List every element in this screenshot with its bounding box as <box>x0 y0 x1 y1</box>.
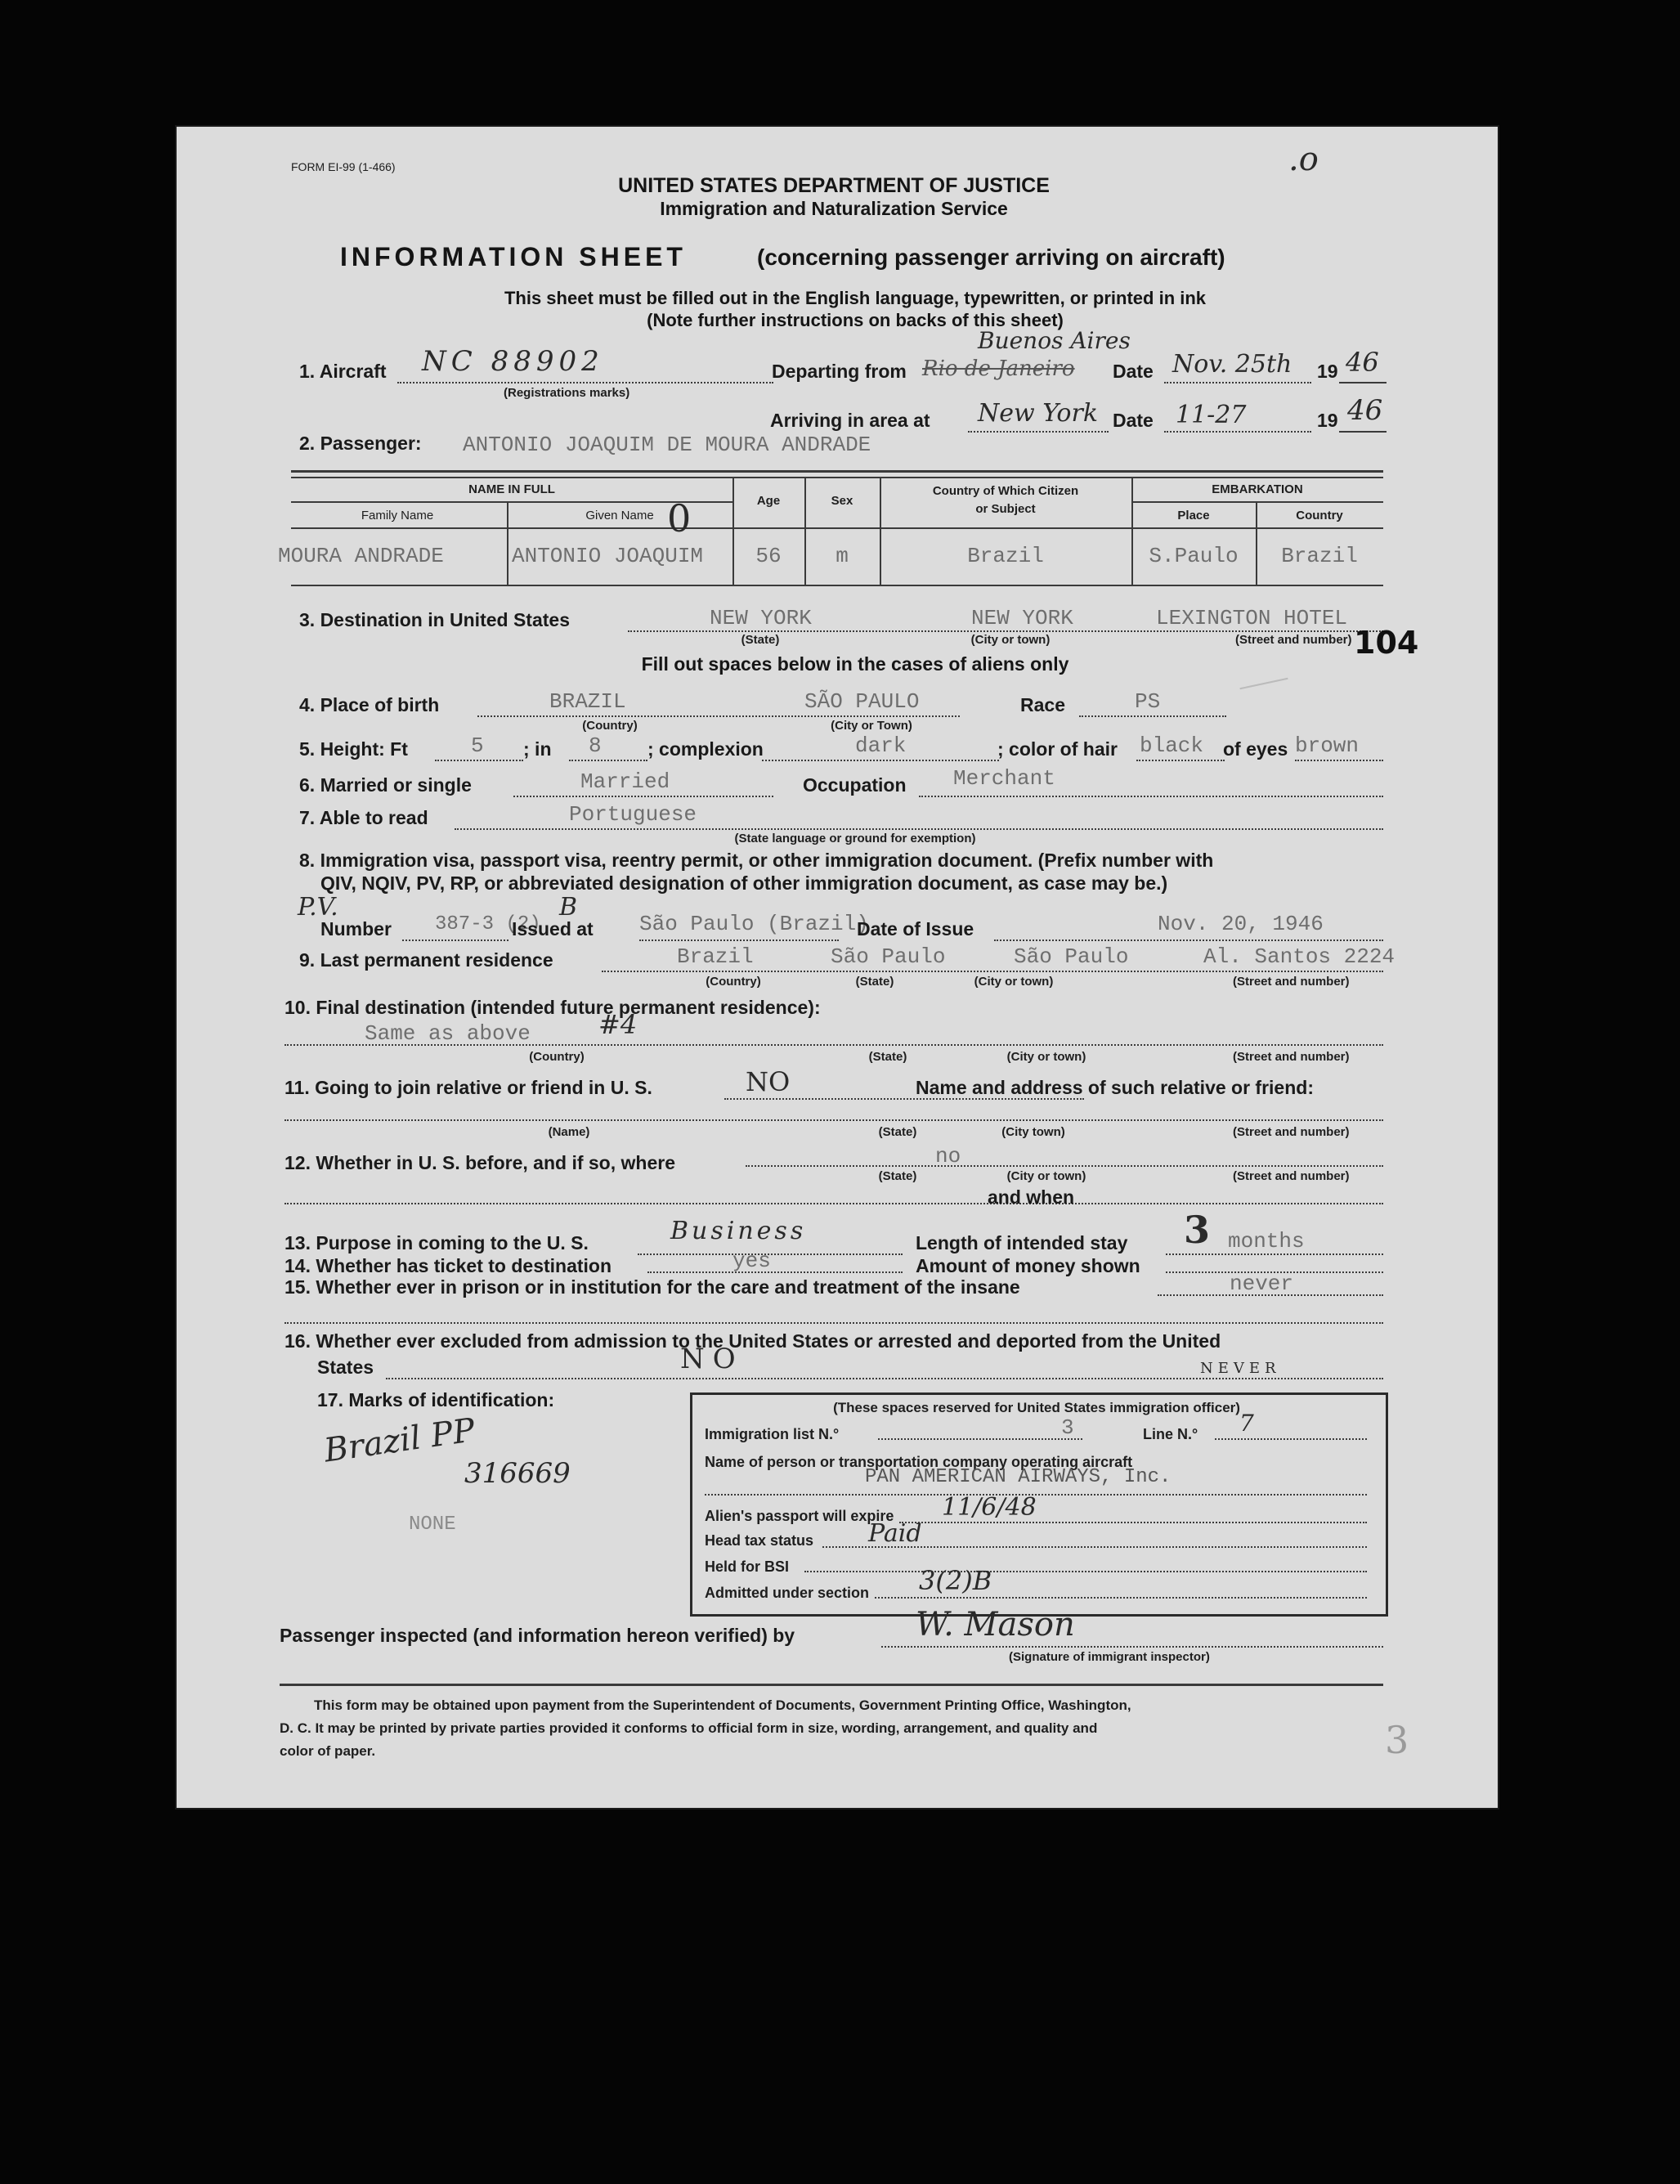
birth-label: 4. Place of birth <box>299 694 440 715</box>
passport-expire-value: 11/6/48 <box>942 1493 1037 1522</box>
age-value: 56 <box>755 544 782 568</box>
birth-city: SÃO PAULO <box>804 689 920 714</box>
excluded-value-2: NEVER <box>1200 1360 1281 1377</box>
bsi-label: Held for BSI <box>705 1558 790 1575</box>
embark-place-value: S.Paulo <box>1149 544 1239 568</box>
year-prefix: 19 <box>1317 361 1338 382</box>
final-street-caption: (Street and number) <box>1233 1050 1350 1064</box>
corner-mark: .o <box>1288 141 1319 178</box>
inspector-signature: W. Mason <box>916 1606 1075 1644</box>
inspector-caption: (Signature of immigrant inspector) <box>1009 1650 1210 1664</box>
final-destination-value: Same as above <box>365 1021 531 1046</box>
eyes-label: of eyes <box>1223 738 1288 760</box>
inches-label: ; in <box>523 738 552 760</box>
final-destination-label: 10. Final destination (intended future permanent residence): <box>284 997 821 1018</box>
section-value: 3(2)B <box>919 1565 992 1596</box>
complexion-label: ; complexion <box>647 738 764 760</box>
birth-country: BRAZIL <box>549 689 626 714</box>
join-relative-label: 11. Going to join relative or friend in U. S. <box>284 1077 652 1098</box>
instruction-line-2: (Note further instructions on backs of this sheet) <box>647 310 1064 330</box>
document-number-hand: B <box>559 893 578 922</box>
stay-unit: months <box>1228 1229 1305 1253</box>
issued-at-value: São Paulo (Brazil) <box>639 912 869 936</box>
marital-label: 6. Married or single <box>299 774 472 796</box>
date-issue-label: Date of Issue <box>857 918 974 940</box>
residence-country: Brazil <box>677 944 754 969</box>
height-label: 5. Height: Ft <box>299 738 408 760</box>
departing-value: Buenos Aires <box>978 327 1131 354</box>
relative-state-caption: (State) <box>878 1125 917 1139</box>
complexion-value: dark <box>855 733 907 758</box>
given-name-value: ANTONIO JOAQUIM <box>512 544 704 568</box>
departing-struck: Rio de Janeiro <box>922 357 1075 381</box>
destination-city-caption: (City or town) <box>970 633 1051 647</box>
destination-city: NEW YORK <box>971 606 1073 630</box>
form-number: FORM EI-99 (1-466) <box>291 160 396 173</box>
arriving-date: 11-27 <box>1176 401 1247 429</box>
embarkation-header: EMBARKATION <box>1212 482 1303 496</box>
join-relative-value: NO <box>746 1066 791 1097</box>
departing-label: Departing from <box>772 361 907 382</box>
embark-country-value: Brazil <box>1281 544 1358 568</box>
read-label: 7. Able to read <box>299 807 428 828</box>
final-destination-hand: #4 <box>598 1009 638 1040</box>
document-number: 387-3 (2) <box>435 913 541 935</box>
relative-city-caption: (City town) <box>1001 1125 1065 1139</box>
date-issue-value: Nov. 20, 1946 <box>1158 912 1324 936</box>
residence-city-caption: (City or town) <box>974 975 1054 989</box>
money-label: Amount of money shown <box>916 1255 1140 1276</box>
residence-state: São Paulo <box>831 944 946 969</box>
prior-visit-value: no <box>935 1144 961 1168</box>
relative-street-caption: (Street and number) <box>1233 1125 1350 1139</box>
destination-state: NEW YORK <box>710 606 812 630</box>
prison-label: 15. Whether ever in prison or in institution for the care and treatment of the insane <box>284 1276 1020 1298</box>
passenger-value: ANTONIO JOAQUIM DE MOURA ANDRADE <box>463 433 871 457</box>
ticket-value: yes <box>732 1249 771 1273</box>
place-header: Place <box>1177 509 1210 522</box>
margin-mark: 3 <box>1385 1718 1409 1762</box>
aliens-only-note: Fill out spaces below in the cases of aliens only <box>641 653 1069 675</box>
document-line-1: 8. Immigration visa, passport visa, reentry permit, or other immigration document. (Prefix number with <box>299 850 1214 871</box>
purpose-label: 13. Purpose in coming to the U. S. <box>284 1232 589 1253</box>
arriving-year: 46 <box>1347 394 1383 427</box>
arriving-year-prefix: 19 <box>1317 410 1338 431</box>
given-name-header: Given Name <box>585 509 654 522</box>
birth-city-caption: (City or Town) <box>831 719 912 733</box>
name-in-full-header: NAME IN FULL <box>468 482 555 496</box>
form-title-note: (concerning passenger arriving on aircraft) <box>757 244 1225 270</box>
issued-label: Issued at <box>512 918 594 940</box>
department-heading: UNITED STATES DEPARTMENT OF JUSTICE <box>618 174 1050 197</box>
race-value: PS <box>1135 689 1161 714</box>
birth-country-caption: (Country) <box>582 719 638 733</box>
service-heading: Immigration and Naturalization Service <box>660 198 1008 219</box>
registration-caption: (Registrations marks) <box>504 386 630 400</box>
head-tax-value: Paid <box>868 1519 922 1548</box>
residence-state-caption: (State) <box>855 975 894 989</box>
table-hand-mark: 0 <box>667 496 692 540</box>
stamp-number: 104 <box>1354 625 1419 661</box>
document-line-2: QIV, NQIV, PV, RP, or abbreviated designation of other immigration document, as case may be.) <box>320 872 1168 894</box>
prior-street-caption: (Street and number) <box>1233 1169 1350 1183</box>
form-sheet <box>177 127 1498 1808</box>
age-header: Age <box>756 494 781 508</box>
residence-street-caption: (Street and number) <box>1233 975 1350 989</box>
residence-street: Al. Santos 2224 <box>1203 944 1396 969</box>
prior-state-caption: (State) <box>878 1169 917 1183</box>
footer-line-2: D. C. It may be printed by private parties provided it conforms to official form in size, wording, arrangement, and quality and <box>280 1720 1098 1736</box>
arriving-value: New York <box>978 399 1098 428</box>
residence-label: 9. Last permanent residence <box>299 949 553 971</box>
residence-country-caption: (Country) <box>706 975 761 989</box>
and-when-label: and when <box>988 1186 1075 1208</box>
footer-line-3: color of paper. <box>280 1743 376 1759</box>
race-label: Race <box>1020 694 1065 715</box>
destination-state-caption: (State) <box>741 633 780 647</box>
identification-label: 17. Marks of identification: <box>317 1389 555 1410</box>
purpose-value: Business <box>670 1217 807 1245</box>
operator-value: PAN AMERICAN AIRWAYS, Inc. <box>865 1466 1172 1488</box>
operator-label: Name of person or transportation company operating aircraft <box>705 1454 1133 1470</box>
inspection-label: Passenger inspected (and information hereon verified) by <box>280 1625 795 1646</box>
date-label: Date <box>1113 361 1154 382</box>
or-subject-header: or Subject <box>975 502 1036 516</box>
destination-label: 3. Destination in United States <box>299 609 570 630</box>
destination-street-caption: (Street and number) <box>1235 633 1352 647</box>
arriving-date-label: Date <box>1113 410 1154 431</box>
sex-value: m <box>836 544 849 568</box>
identification-typed: NONE <box>409 1514 456 1536</box>
line-number-value: 7 <box>1239 1410 1254 1437</box>
hair-value: black <box>1140 733 1204 758</box>
hair-label: ; color of hair <box>997 738 1118 760</box>
country-header: Country <box>1296 509 1343 522</box>
height-feet: 5 <box>471 733 484 758</box>
destination-street: LEXINGTON HOTEL <box>1156 606 1348 630</box>
passenger-label: 2. Passenger: <box>299 433 422 454</box>
officer-box-heading: (These spaces reserved for United States immigration officer) <box>833 1400 1240 1415</box>
read-caption: (State language or ground for exemption) <box>734 832 976 845</box>
number-label: Number <box>320 918 392 940</box>
immigration-list-value: 3 <box>1061 1415 1074 1440</box>
departing-date: Nov. 25th <box>1172 350 1292 379</box>
final-country-caption: (Country) <box>529 1050 585 1064</box>
stay-label: Length of intended stay <box>916 1232 1128 1253</box>
citizen-header: Country of Which Citizen <box>932 484 1079 498</box>
relative-name-caption: (Name) <box>548 1125 590 1139</box>
passport-expire-label: Alien's passport will expire <box>705 1508 894 1524</box>
prior-city-caption: (City or town) <box>1006 1169 1086 1183</box>
head-tax-label: Head tax status <box>705 1532 814 1549</box>
departing-year: 46 <box>1346 347 1379 378</box>
excluded-line-1: 16. Whether ever excluded from admission to the United States or arrested and deported from the United <box>284 1330 1221 1352</box>
immigration-list-label: Immigration list N.° <box>705 1426 840 1442</box>
document-prefix: P.V. <box>298 893 338 922</box>
occupation-label: Occupation <box>803 774 907 796</box>
occupation-value: Merchant <box>953 766 1055 791</box>
relative-name-label: Name and address of such relative or friend: <box>916 1077 1314 1098</box>
sex-header: Sex <box>831 494 853 508</box>
eyes-value: brown <box>1295 733 1360 758</box>
excluded-value: NO <box>680 1343 744 1375</box>
form-title: INFORMATION SHEET <box>340 242 687 271</box>
stay-number: 3 <box>1184 1208 1211 1252</box>
ticket-label: 14. Whether has ticket to destination <box>284 1255 612 1276</box>
identification-hand-2: 316669 <box>464 1457 571 1490</box>
arriving-label: Arriving in area at <box>770 410 930 431</box>
excluded-line-2: States <box>317 1357 374 1378</box>
height-inches: 8 <box>589 733 602 758</box>
section-label: Admitted under section <box>705 1585 870 1601</box>
identification-hand-1: Brazil PP <box>321 1411 477 1470</box>
instruction-line-1: This sheet must be filled out in the English language, typewritten, or printed in ink <box>504 288 1207 308</box>
residence-city: São Paulo <box>1014 944 1129 969</box>
family-name-header: Family Name <box>361 509 434 522</box>
family-name-value: MOURA ANDRADE <box>278 544 444 568</box>
read-value: Portuguese <box>569 802 697 827</box>
aircraft-label: 1. Aircraft <box>299 361 387 382</box>
aircraft-value: NC 88902 <box>422 345 604 378</box>
line-number-label: Line N.° <box>1143 1426 1198 1442</box>
footer-line-1: This form may be obtained upon payment from the Superintendent of Documents, Government Printing Office, Washington, <box>314 1697 1131 1713</box>
citizen-value: Brazil <box>967 544 1044 568</box>
final-state-caption: (State) <box>868 1050 907 1064</box>
marital-value: Married <box>580 769 670 794</box>
final-city-caption: (City or town) <box>1006 1050 1086 1064</box>
prior-visit-label: 12. Whether in U. S. before, and if so, where <box>284 1152 675 1173</box>
prison-value: never <box>1230 1271 1294 1296</box>
